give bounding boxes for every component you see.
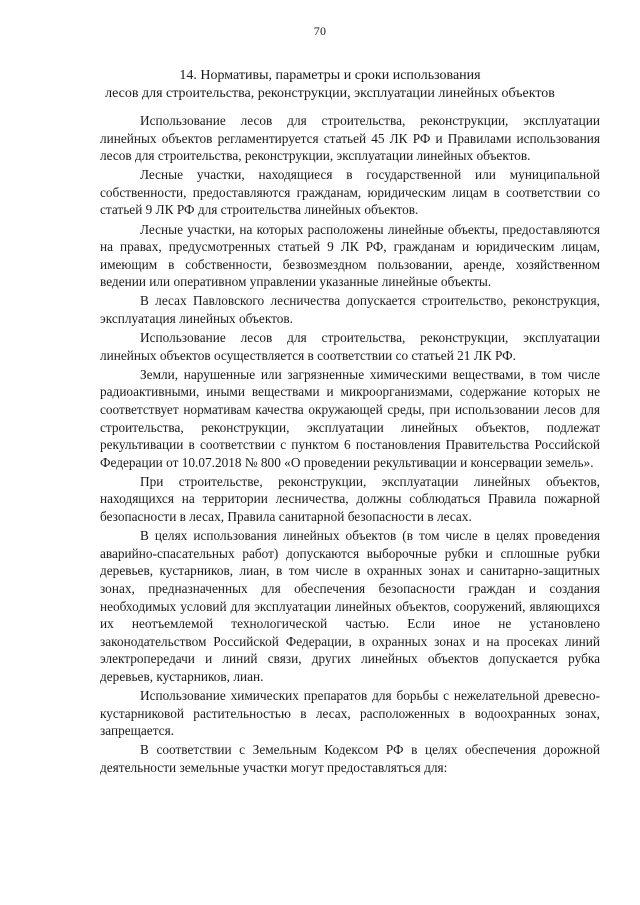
paragraph: Использование лесов для строительства, реконструкции, эксплуатации линейных объектов регламентируется статьей 45 ЛК РФ и Правилами использования лесов для строительства, реконструкции, эксплуатации линейных объектов. [100,113,600,164]
paragraph: Лесные участки, находящиеся в государственной или муниципальной собственности, предоставляются гражданам, юридическим лицам в соответствии со статьей 9 ЛК РФ для строительства линейных объектов. [100,167,600,218]
paragraph: При строительстве, реконструкции, эксплуатации линейных объектов, находящихся на территории лесничества, должны соблюдаться Правила пожарной безопасности в лесах, Правила санитарной безопасности в лесах. [100,473,600,525]
paragraph: Использование химических препаратов для борьбы с нежелательной древесно-кустарниковой растительностью в лесах, расположенных в водоохранных зонах, запрещается. [100,688,600,739]
section-title-line-1: 14. Нормативы, параметры и сроки использования [179,68,481,83]
paragraph: В соответствии с Земельным Кодексом РФ в целях обеспечения дорожной деятельности земельные участки могут предоставляться для: [100,742,600,775]
section-title-line-2: лесов для строительства, реконструкции, эксплуатации линейных объектов [105,86,555,101]
page-number: 70 [313,24,327,38]
paragraph: Земли, нарушенные или загрязненные химическими веществами, в том числе радиоактивными, иными веществами и микроорганизмами, содержание которых не соответствует нормативам качества окружающей среды, при использовании лесов для строительства, реконструкции, эксплуатации линейных объектов, подлежат рекультивации в соответствии с пунктом 6 постановления Правительства Российской Федерации от 10.07.2018 № 800 «О проведении рекультивации и консервации земель». [100,366,600,470]
paragraph: В лесах Павловского лесничества допускается строительство, реконструкция, эксплуатация линейных объектов. [100,293,600,327]
body-text [100,112,600,778]
paragraph: Лесные участки, на которых расположены линейные объекты, предоставляются на правах, предусмотренных статьей 9 ЛК РФ, гражданам и юридическим лицам, имеющим в собственности, безвозмездном пользовании, аренде, хозяйственном ведении или оперативном управлении указанные линейные объекты. [100,221,600,290]
paragraph: В целях использования линейных объектов (в том числе в целях проведения аварийно-спасательных работ) допускаются выборочные рубки и сплошные рубки деревьев, кустарников, лиан, в том числе в охранных зонах и санитарно-защитных зонах, предназначенных для обеспечения безопасности граждан и создания необходимых условий для эксплуатации линейных объектов, сооружений, являющихся их неотъемлемой технологической частью. Если иное не установлено законодательством Российской Федерации, в охранных зонах и на просеках линий электропередачи и линий связи, других линейных объектов допускается рубка деревьев, кустарников, лиан. [100,528,600,684]
section-title [60,67,600,103]
paragraph: Использование лесов для строительства, реконструкции, эксплуатации линейных объектов осуществляется в соответствии со статьей 21 ЛК РФ. [100,330,600,363]
